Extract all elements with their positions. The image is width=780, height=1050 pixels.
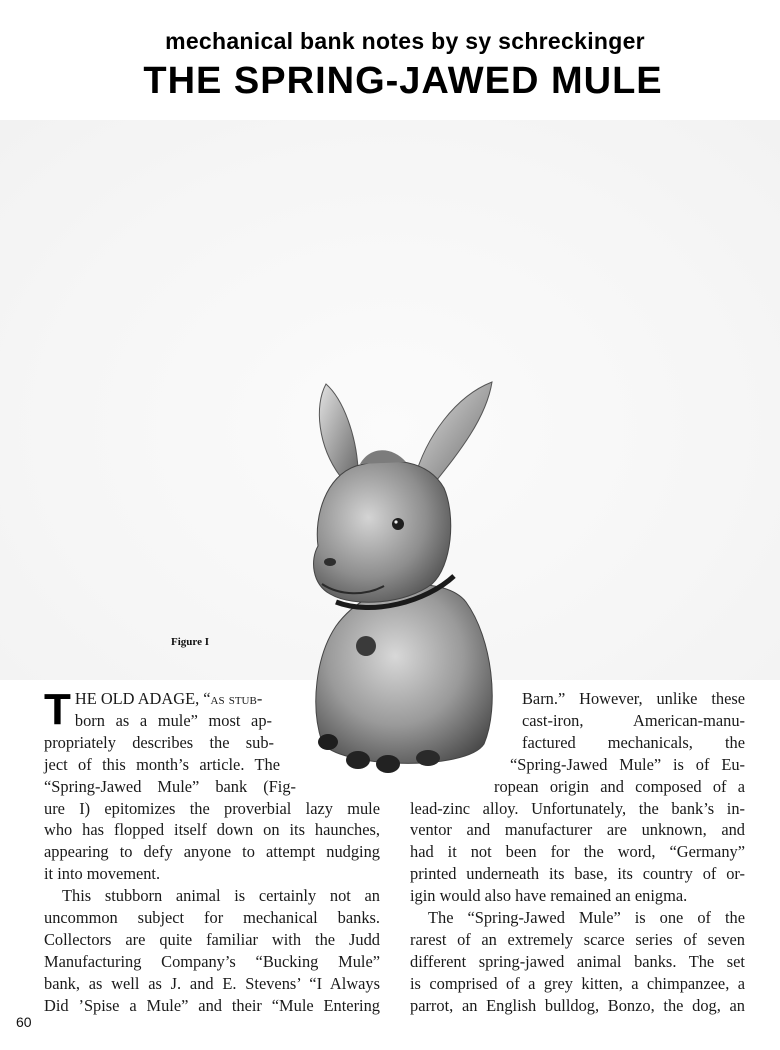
- text-line: igin would also have remained an enigma.: [410, 886, 688, 906]
- text-line: ure I) epitomizes the proverbial lazy mule: [44, 798, 380, 818]
- text-line: had it not been for the word, “Germany”: [410, 842, 745, 862]
- text-line: ject of this month’s article. The: [44, 754, 280, 774]
- figure-caption: Figure I: [171, 636, 209, 648]
- text-line: born as a mule” most ap-: [74, 710, 272, 730]
- text-line: printed underneath its base, its country of or-: [410, 864, 745, 884]
- text-line: propriately describes the sub-: [44, 732, 274, 752]
- text-line: This stubborn animal is certainly not an: [62, 886, 380, 906]
- text-line: ropean origin and composed of a: [494, 776, 745, 796]
- text-line: ventor and manufacturer are unknown, and: [410, 820, 745, 840]
- article-right-column: [410, 688, 745, 1017]
- text-line: lead-zinc alloy. Unfortunately, the bank’s in-: [410, 798, 745, 818]
- text-line: “Spring-Jawed Mule” is of Eu-: [510, 754, 745, 774]
- text-line: HE OLD ADAGE, “as stub-: [74, 689, 263, 708]
- text-line: rarest of an extremely scarce series of seven: [410, 929, 745, 949]
- text-line: “Spring-Jawed Mule” bank (Fig-: [44, 776, 296, 796]
- text-line: Manufacturing Company’s “Bucking Mule”: [44, 951, 380, 971]
- page-number: 60: [16, 1014, 32, 1030]
- text-line: factured mechanicals, the: [522, 732, 745, 752]
- article-left-column: [44, 685, 380, 1017]
- text-line: bank, as well as J. and E. Stevens’ “I Always: [44, 973, 380, 993]
- text-line: uncommon subject for mechanical banks.: [44, 908, 380, 928]
- text-line: parrot, an English bulldog, Bonzo, the dog, an: [410, 995, 745, 1015]
- text-line: Collectors are quite familiar with the Judd: [44, 929, 380, 949]
- text-line: who has flopped itself down on its haunches,: [44, 820, 380, 840]
- drop-cap: T: [44, 685, 71, 734]
- text-line: Barn.” However, unlike these: [522, 689, 745, 708]
- text-line: The “Spring-Jawed Mule” is one of the: [428, 908, 745, 928]
- text-line: different spring-jawed animal banks. The set: [410, 951, 745, 971]
- text-line: is comprised of a grey kitten, a chimpanzee, a: [410, 973, 745, 993]
- article-title: THE SPRING-JAWED MULE: [143, 60, 663, 102]
- text-line: it into movement.: [44, 864, 161, 884]
- article-kicker: mechanical bank notes by sy schreckinger: [165, 28, 645, 54]
- text-line: appearing to defy anyone to attempt nudging: [44, 842, 380, 862]
- text-line: Did ’Spise a Mule” and their “Mule Entering: [44, 995, 380, 1015]
- text-line: cast-iron, American-manu-: [522, 710, 745, 730]
